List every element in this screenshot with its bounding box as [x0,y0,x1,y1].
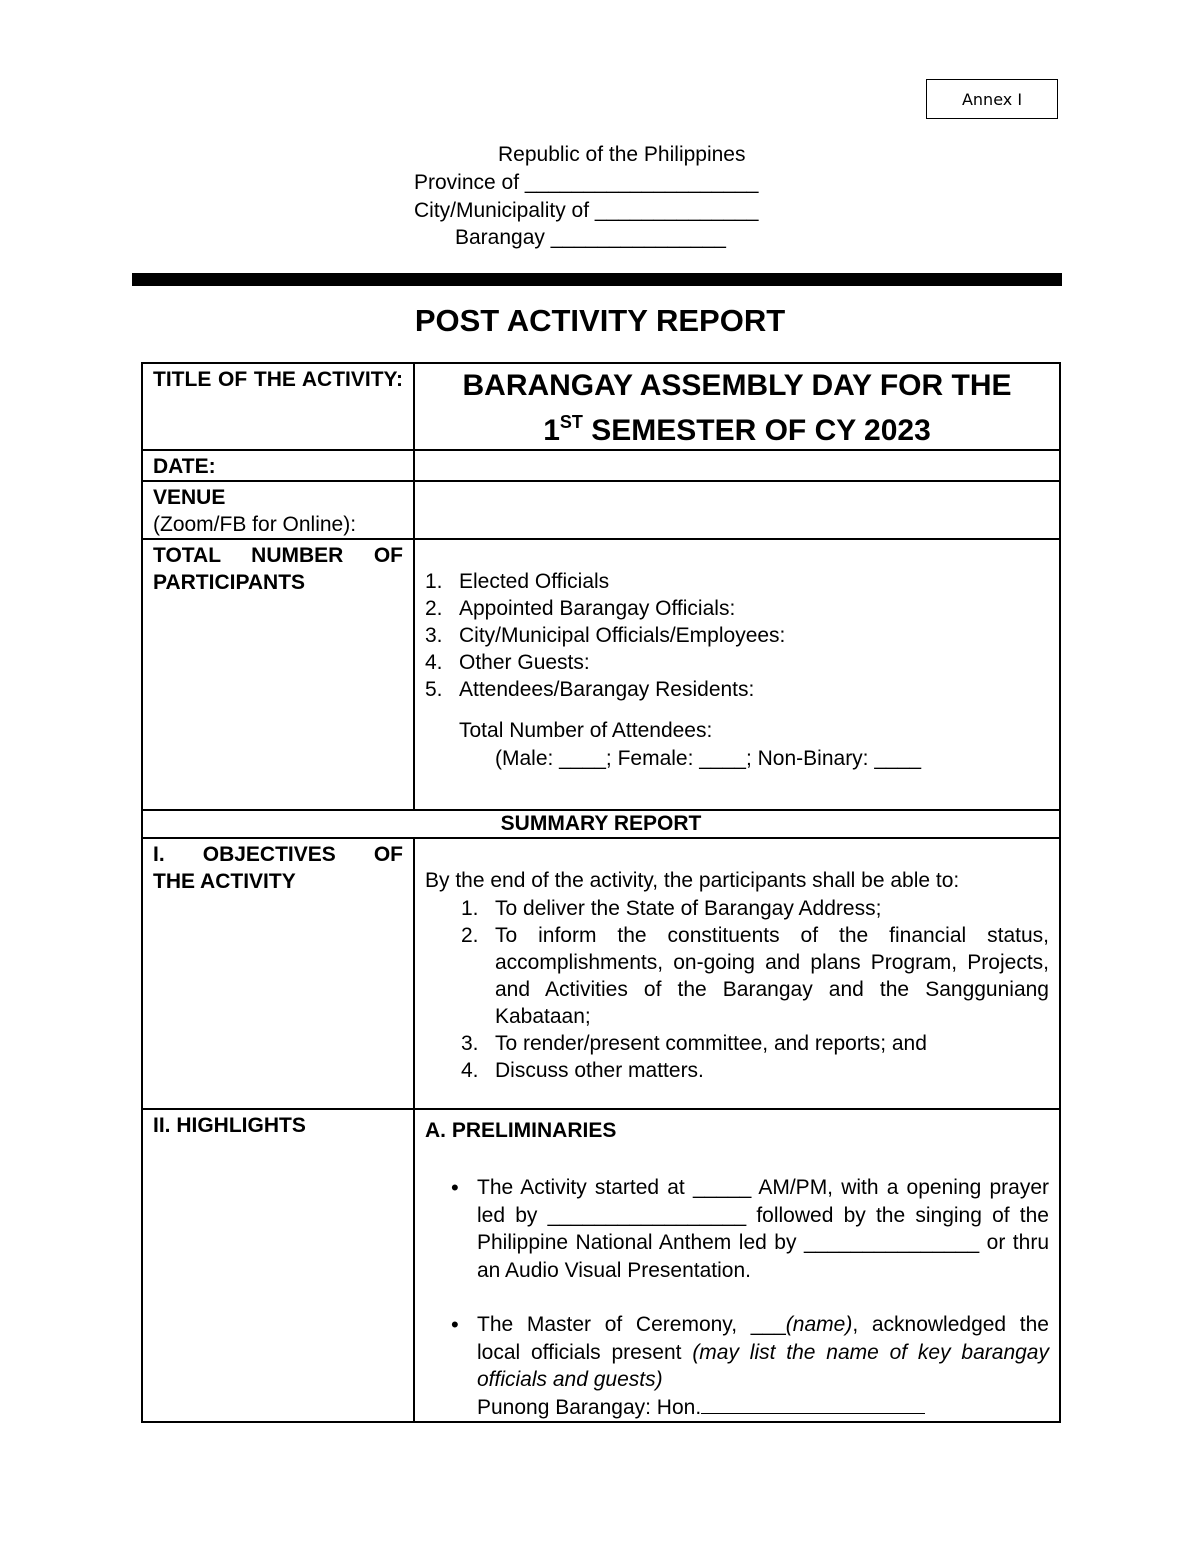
officials-note: (may list the name of key barangay officials and guests) [477,1340,1049,1391]
activity-title-label: TITLE OF THE ACTIVITY: [153,368,403,391]
list-item: 2. To inform the constituents of the financial status, accomplishments, on-going and plans Program, Projects, and Activities of the Barangay and the Sangguniang Kabataan; [461,924,1049,1028]
total-attendees-label: Total Number of Attendees: [459,719,713,742]
highlights-list [425,1174,1059,1394]
participants-label-line1: TOTAL NUMBER OF [153,544,403,567]
list-item: 5. Attendees/Barangay Residents: [425,678,755,701]
row-summary-heading [142,810,1060,838]
header-barangay: Barangay _______________ [455,226,726,249]
list-item: • The Master of Ceremony, ___(name), acknowledged the local officials present (may list the name of key barangay officials and guests) [425,1311,1059,1394]
objectives-label-line1: I. OBJECTIVES OF [153,843,403,866]
summary-heading: SUMMARY REPORT [142,810,1060,838]
name-placeholder: (name) [785,1313,853,1336]
row-participants [142,539,1060,810]
annex-label: Annex I [926,79,1058,119]
list-item: 2. Appointed Barangay Officials: [425,597,736,620]
activity-title-value [414,363,1060,450]
list-item: 1. Elected Officials [425,570,610,593]
participants-label-line2: PARTICIPANTS [153,571,306,594]
activity-ordinal: 1 [543,414,560,447]
list-item: 4. Other Guests: [425,651,590,674]
list-item: 3. City/Municipal Officials/Employees: [425,624,786,647]
list-item: • The Activity started at _____ AM/PM, with a opening prayer led by _________________ followed by the singing of the Philippine National Anthem led by _______________ or thru an Audio Visual Presentation. [425,1174,1059,1284]
page-title: POST ACTIVITY REPORT [414,303,786,338]
punong-barangay-line [425,1394,1059,1421]
activity-title-rest: SEMESTER OF CY 2023 [582,414,931,447]
list-item: 1. To deliver the State of Barangay Address; [461,897,882,920]
activity-ordinal-suffix: ST [559,412,583,432]
activity-title-line2 [415,404,1059,449]
header-republic: Republic of the Philippines [498,143,746,166]
date-value [414,450,1060,481]
objectives-list [425,895,1049,1084]
report-table [141,362,1061,1423]
row-title [142,363,1060,450]
activity-title-line1: BARANGAY ASSEMBLY DAY FOR THE [462,369,1012,402]
objectives-intro: By the end of the activity, the participants shall be able to: [425,869,960,892]
punong-barangay-blank [701,1395,925,1414]
objectives-label-line2: THE ACTIVITY [153,870,296,893]
row-objectives [142,838,1060,1109]
list-item: 3. To render/present committee, and reports; and [461,1032,927,1055]
venue-label: VENUE [153,486,226,509]
punong-barangay-label: Punong Barangay: Hon. [477,1395,702,1419]
header-divider [132,273,1062,286]
date-label: DATE: [142,450,414,481]
venue-value [414,481,1060,539]
highlights-label: II. HIGHLIGHTS [142,1109,414,1422]
header-province: Province of ____________________ [414,171,759,194]
header-city: City/Municipality of ______________ [414,199,759,222]
participants-list [425,568,1049,703]
row-highlights [142,1109,1060,1422]
row-venue [142,481,1060,539]
row-date [142,450,1060,481]
preliminaries-heading: A. PRELIMINARIES [425,1119,617,1142]
venue-sublabel: (Zoom/FB for Online): [153,513,357,536]
gender-breakdown: (Male: ____; Female: ____; Non-Binary: ____ [495,747,922,770]
list-item: 4. Discuss other matters. [461,1059,704,1082]
